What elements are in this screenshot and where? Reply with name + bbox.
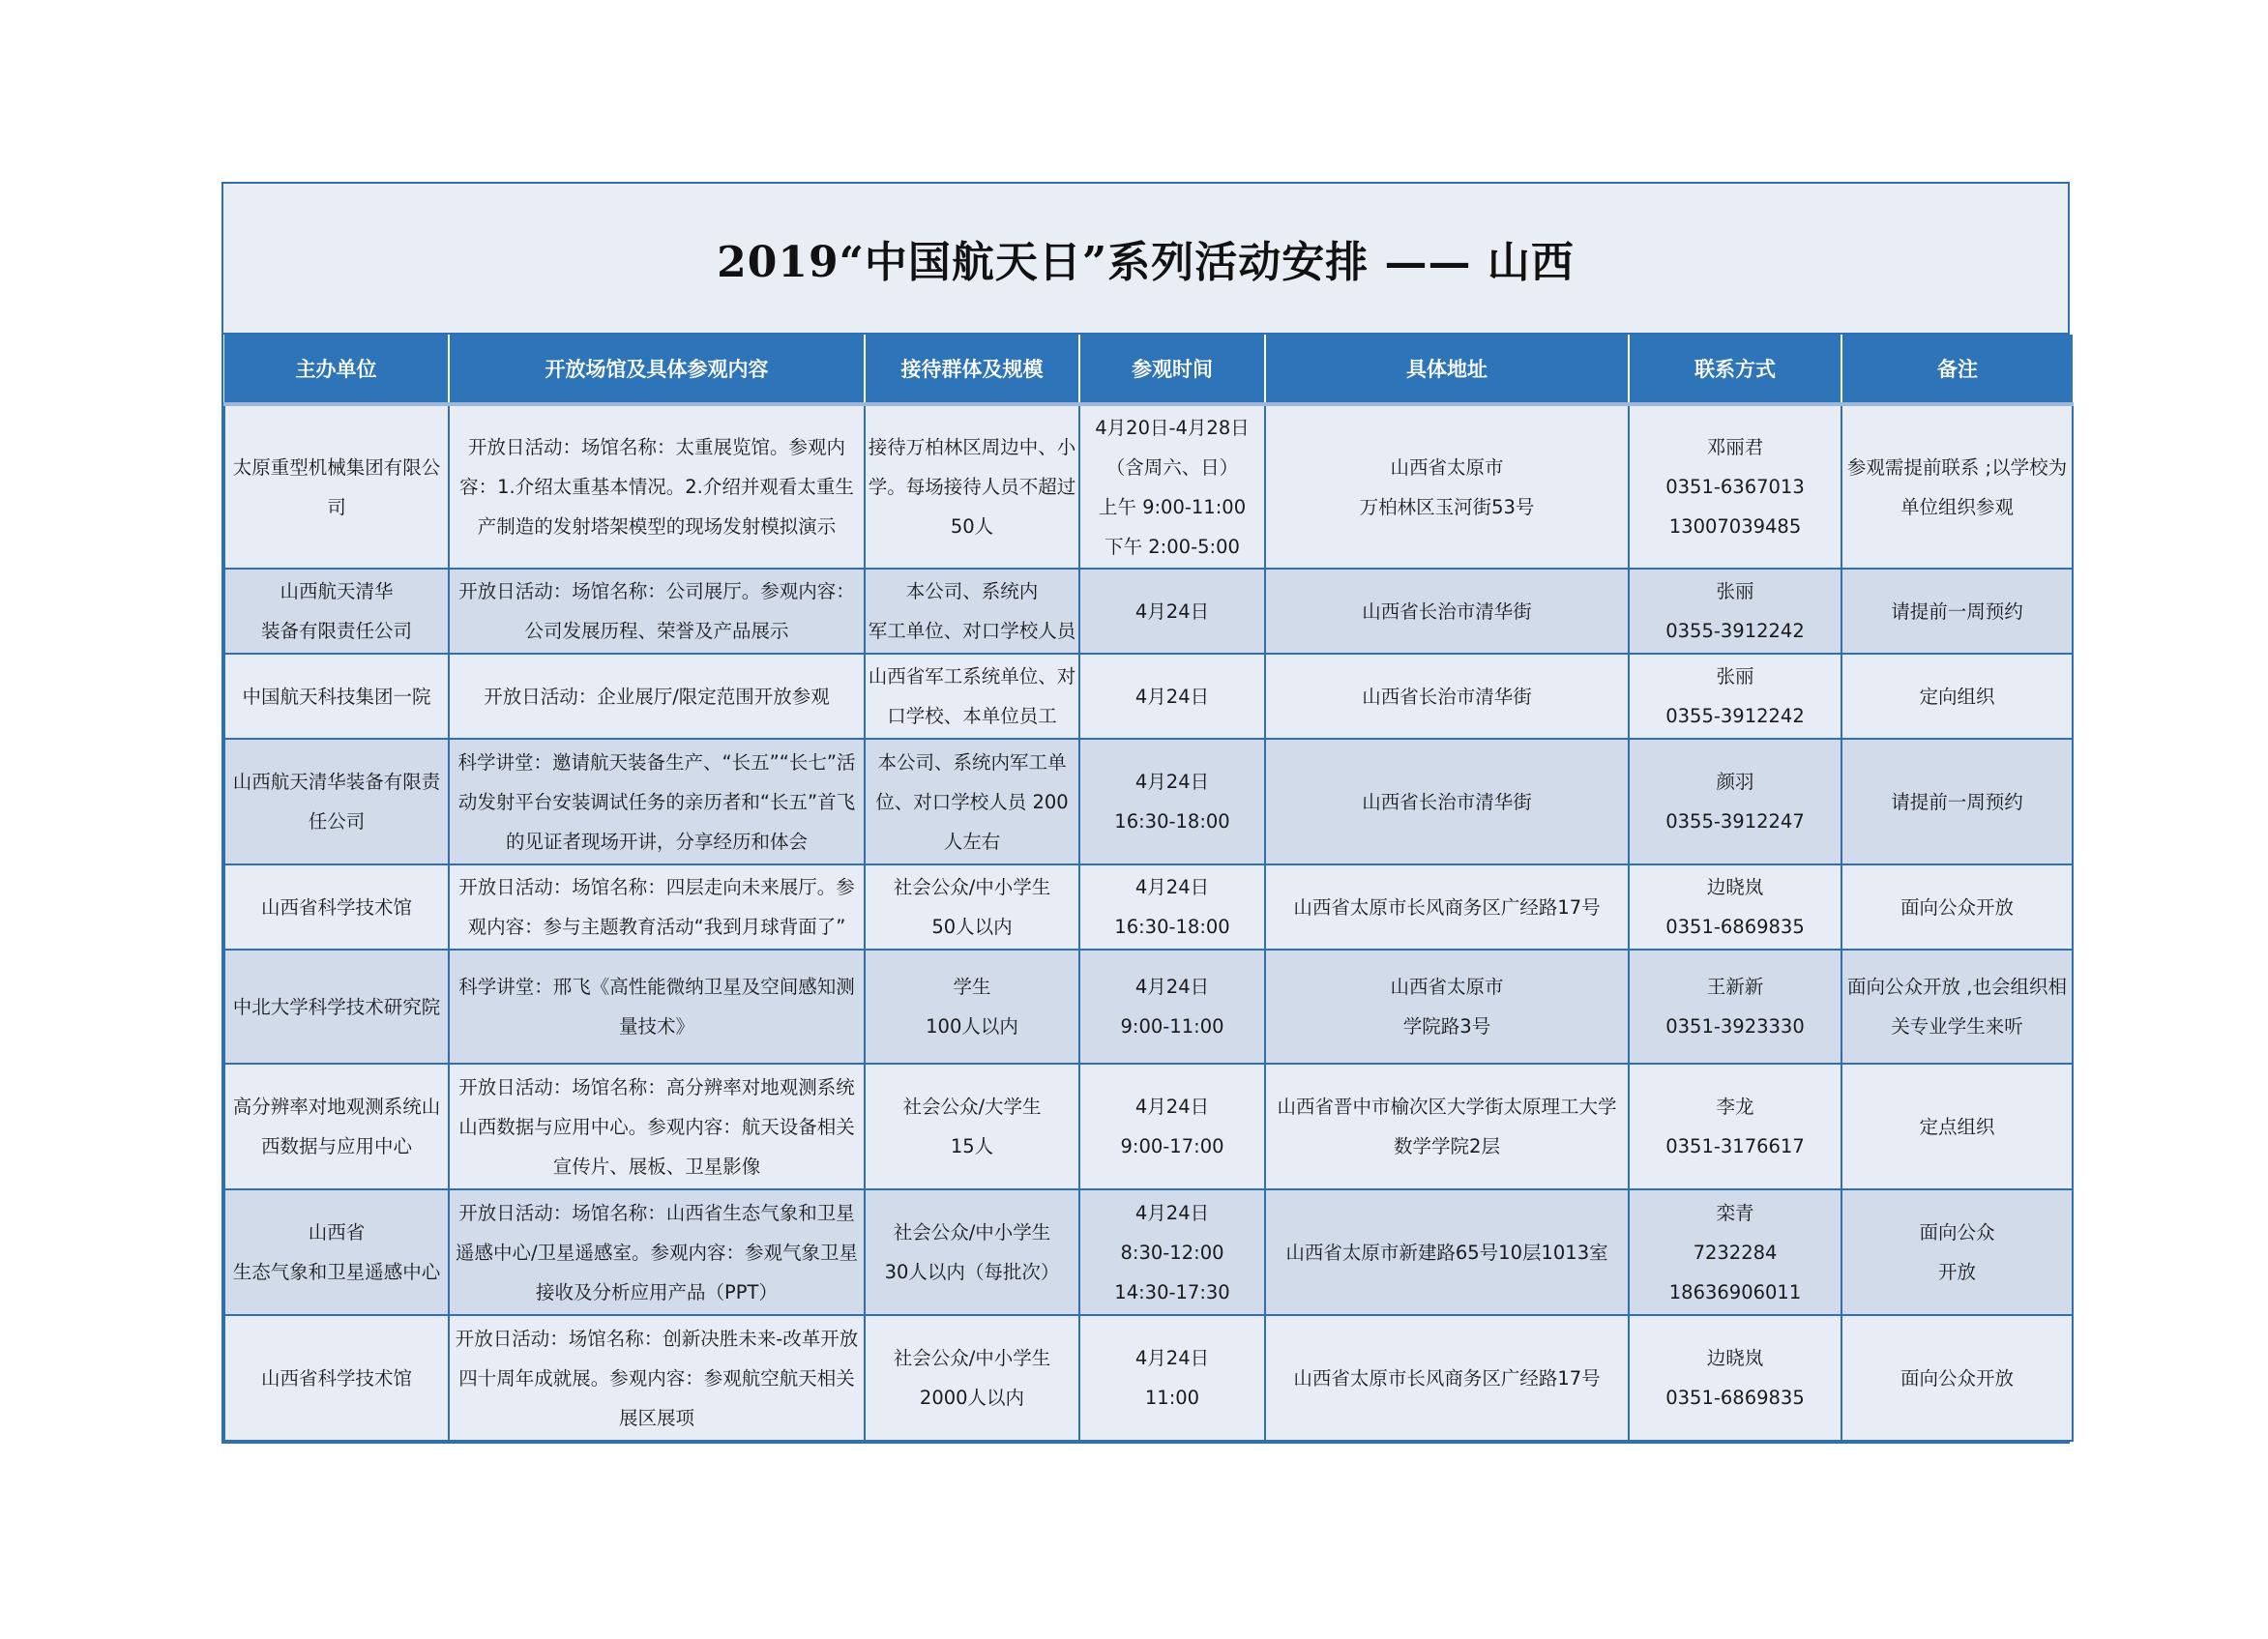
cell-text: 开放日活动：场馆名称：山西省生态气象和卫星遥感中心/卫星遥感室。参观内容：参观气象卫星接收及分析应用产品（PPT）	[455, 1201, 859, 1303]
cell-host	[224, 1189, 449, 1315]
header-contact: 联系方式	[1629, 335, 1841, 404]
cell-text: 4月24日	[1134, 771, 1210, 793]
table-row	[224, 739, 2073, 864]
cell-contact	[1629, 1189, 1841, 1315]
cell-text: 接待万柏林区周边中、小学。每场接待人员不超过50人	[868, 436, 1076, 538]
cell-time	[1079, 1315, 1265, 1441]
cell-text: 科学讲堂：邢飞《高性能微纳卫星及空间感知测量技术》	[458, 976, 855, 1038]
cell-text: 50人以内	[931, 916, 1013, 938]
table-row	[224, 1189, 2073, 1315]
cell-text: 颜羽	[1716, 771, 1754, 793]
cell-text: 社会公众/中小学生	[893, 1221, 1051, 1244]
table-row	[224, 864, 2073, 950]
cell-audience	[865, 950, 1079, 1064]
cell-time	[1079, 739, 1265, 864]
cell-content	[449, 404, 865, 569]
cell-time	[1079, 569, 1265, 654]
cell-text: 面向公众	[1919, 1221, 1995, 1244]
cell-text: 山西省太原市	[1390, 976, 1504, 998]
cell-audience	[865, 654, 1079, 739]
table-row	[224, 654, 2073, 739]
cell-text: 0355-3912247	[1665, 810, 1805, 833]
header-content: 开放场馆及具体参观内容	[449, 335, 865, 404]
header-row	[224, 335, 2073, 404]
cell-text: 100人以内	[926, 1015, 1018, 1038]
cell-text: 社会公众/中小学生	[893, 1347, 1051, 1369]
cell-text: 9:00-11:00	[1120, 1015, 1224, 1038]
cell-note	[1841, 654, 2073, 739]
cell-text: 开放日活动：场馆名称：太重展览馆。参观内容：1.介绍太重基本情况。2.介绍并观看太重生产制造的发射塔架模型的现场发射模拟演示	[459, 436, 854, 538]
cell-text: 王新新	[1706, 976, 1764, 998]
cell-text: 0351-3923330	[1665, 1015, 1805, 1038]
cell-contact	[1629, 404, 1841, 569]
cell-text: 14:30-17:30	[1114, 1280, 1230, 1303]
cell-text: 山西省科学技术馆	[260, 895, 412, 919]
cell-address	[1265, 1315, 1629, 1441]
cell-text: 下午 2:00-5:00	[1105, 535, 1240, 558]
cell-content	[449, 950, 865, 1064]
cell-text: （含周六、日）	[1105, 455, 1239, 479]
cell-text: 面向公众开放	[1900, 895, 2014, 919]
cell-text: 0351-6869835	[1665, 916, 1805, 938]
table-row	[224, 1064, 2073, 1189]
cell-text: 学生	[953, 976, 991, 998]
cell-time	[1079, 864, 1265, 950]
cell-note	[1841, 739, 2073, 864]
cell-text: 李龙	[1716, 1096, 1754, 1118]
cell-time	[1079, 1064, 1265, 1189]
header-time: 参观时间	[1079, 335, 1265, 404]
cell-contact	[1629, 739, 1841, 864]
cell-host	[224, 404, 449, 569]
cell-host	[224, 1315, 449, 1441]
cell-text: 定点组织	[1919, 1115, 1995, 1138]
cell-text: 4月20日-4月28日	[1095, 416, 1250, 439]
cell-host	[224, 950, 449, 1064]
cell-content	[449, 1064, 865, 1189]
cell-text: 15人	[950, 1135, 994, 1157]
cell-text: 0351-3176617	[1665, 1135, 1805, 1157]
cell-address	[1265, 654, 1629, 739]
cell-text: 学院路3号	[1402, 1015, 1491, 1038]
page-title: 2019“中国航天日”系列活动安排 —— 山西	[717, 238, 1575, 287]
title-row	[223, 184, 2068, 335]
cell-text: 请提前一周预约	[1891, 790, 2023, 813]
cell-text: 山西航天清华装备有限责任公司	[232, 771, 441, 833]
cell-host	[224, 569, 449, 654]
cell-note	[1841, 864, 2073, 950]
cell-text: 山西省	[308, 1221, 366, 1244]
table-row	[224, 1315, 2073, 1441]
cell-text: 0351-6367013	[1665, 476, 1805, 498]
cell-contact	[1629, 950, 1841, 1064]
cell-contact	[1629, 864, 1841, 950]
cell-text: 4月24日	[1134, 976, 1210, 998]
cell-host	[224, 864, 449, 950]
cell-text: 开放日活动：场馆名称：高分辨率对地观测系统山西数据与应用中心。参观内容：航天设备相关宣传片、展板、卫星影像	[458, 1075, 855, 1178]
cell-text: 11:00	[1144, 1387, 1200, 1409]
cell-address	[1265, 950, 1629, 1064]
cell-text: 栾青	[1716, 1201, 1754, 1224]
cell-audience	[865, 569, 1079, 654]
cell-note	[1841, 1315, 2073, 1441]
cell-address	[1265, 1064, 1629, 1189]
cell-text: 2000人以内	[919, 1387, 1025, 1409]
cell-time	[1079, 654, 1265, 739]
cell-text: 定向组织	[1919, 685, 1995, 708]
cell-text: 本公司、系统内军工单位、对口学校人员 200人左右	[875, 750, 1069, 853]
cell-content	[449, 1189, 865, 1315]
cell-text: 7232284	[1693, 1241, 1778, 1264]
cell-content	[449, 569, 865, 654]
schedule-sheet	[221, 182, 2070, 1444]
header-audience: 接待群体及规模	[865, 335, 1079, 404]
cell-audience	[865, 1189, 1079, 1315]
cell-text: 开放	[1937, 1261, 1976, 1283]
cell-time	[1079, 1189, 1265, 1315]
cell-text: 邓丽君	[1706, 436, 1764, 458]
cell-text: 山西省太原市新建路65号10层1013室	[1285, 1241, 1608, 1264]
cell-text: 太原重型机械集团有限公司	[232, 455, 441, 518]
table-row	[224, 950, 2073, 1064]
cell-text: 边晓岚	[1706, 1347, 1764, 1369]
cell-text: 生态气象和卫星遥感中心	[232, 1261, 441, 1283]
schedule-table	[223, 335, 2074, 1442]
cell-audience	[865, 404, 1079, 569]
cell-text: 0355-3912242	[1665, 620, 1805, 642]
cell-text: 山西省长治市清华街	[1362, 790, 1532, 813]
cell-text: 9:00-17:00	[1120, 1135, 1224, 1157]
cell-text: 4月24日	[1134, 1201, 1210, 1224]
cell-text: 4月24日	[1134, 600, 1210, 623]
cell-contact	[1629, 654, 1841, 739]
cell-address	[1265, 569, 1629, 654]
cell-text: 8:30-12:00	[1120, 1241, 1224, 1264]
cell-text: 4月24日	[1134, 1096, 1210, 1118]
cell-text: 16:30-18:00	[1114, 810, 1230, 833]
cell-note	[1841, 1064, 2073, 1189]
cell-note	[1841, 404, 2073, 569]
cell-text: 4月24日	[1134, 685, 1210, 708]
cell-text: 张丽	[1716, 580, 1754, 602]
header-address: 具体地址	[1265, 335, 1629, 404]
cell-audience	[865, 1064, 1079, 1189]
cell-text: 军工单位、对口学校人员	[868, 620, 1076, 642]
cell-text: 高分辨率对地观测系统山西数据与应用中心	[232, 1096, 441, 1157]
cell-text: 万柏林区玉河街53号	[1359, 495, 1535, 518]
cell-text: 18636906011	[1668, 1280, 1802, 1303]
cell-note	[1841, 1189, 2073, 1315]
cell-text: 面向公众开放	[1900, 1366, 2014, 1390]
cell-text: 开放日活动：场馆名称：四层走向未来展厅。参观内容：参与主题教育活动“我到月球背面了”	[458, 876, 855, 938]
cell-content	[449, 864, 865, 950]
cell-text: 13007039485	[1668, 515, 1802, 538]
cell-time	[1079, 950, 1265, 1064]
cell-contact	[1629, 569, 1841, 654]
cell-address	[1265, 1189, 1629, 1315]
cell-address	[1265, 739, 1629, 864]
cell-text: 中国航天科技集团一院	[242, 685, 431, 708]
cell-text: 山西省科学技术馆	[260, 1366, 412, 1390]
cell-text: 4月24日	[1134, 876, 1210, 898]
cell-text: 0355-3912242	[1665, 705, 1805, 727]
cell-text: 山西省军工系统单位、对口学校、本单位员工	[868, 665, 1076, 727]
cell-time	[1079, 404, 1265, 569]
cell-text: 科学讲堂：邀请航天装备生产、“长五”“长七”活动发射平台安装调试任务的亲历者和“长五”首飞的见证者现场开讲，分享经历和体会	[457, 750, 856, 853]
cell-host	[224, 654, 449, 739]
cell-contact	[1629, 1315, 1841, 1441]
cell-text: 社会公众/中小学生	[893, 876, 1051, 898]
cell-text: 开放日活动：企业展厅/限定范围开放参观	[484, 685, 830, 708]
cell-text: 中北大学科学技术研究院	[232, 995, 441, 1018]
cell-contact	[1629, 1064, 1841, 1189]
cell-text: 山西省太原市长风商务区广经路17号	[1293, 895, 1601, 919]
table-row	[224, 404, 2073, 569]
cell-text: 社会公众/大学生	[902, 1096, 1042, 1118]
cell-text: 山西省太原市	[1390, 455, 1504, 479]
header-note: 备注	[1841, 335, 2073, 404]
cell-host	[224, 739, 449, 864]
cell-audience	[865, 739, 1079, 864]
cell-audience	[865, 864, 1079, 950]
cell-content	[449, 739, 865, 864]
cell-text: 山西省长治市清华街	[1362, 600, 1532, 623]
cell-audience	[865, 1315, 1079, 1441]
cell-note	[1841, 950, 2073, 1064]
cell-text: 请提前一周预约	[1891, 600, 2023, 623]
cell-text: 面向公众开放 ,也会组织相关专业学生来听	[1847, 976, 2067, 1038]
cell-address	[1265, 404, 1629, 569]
cell-text: 山西省太原市长风商务区广经路17号	[1293, 1366, 1601, 1390]
cell-text: 参观需提前联系 ;以学校为单位组织参观	[1846, 455, 2068, 518]
cell-text: 山西省晋中市榆次区大学街太原理工大学数学学院2层	[1277, 1096, 1617, 1157]
cell-content	[449, 1315, 865, 1441]
cell-note	[1841, 569, 2073, 654]
cell-text: 30人以内（每批次）	[884, 1261, 1060, 1283]
cell-text: 山西航天清华	[280, 580, 394, 602]
cell-text: 4月24日	[1134, 1347, 1210, 1369]
cell-text: 开放日活动：场馆名称：创新决胜未来-改革开放四十周年成就展。参观内容：参观航空航天相关展区展项	[455, 1327, 859, 1429]
cell-text: 张丽	[1716, 665, 1754, 688]
cell-text: 山西省长治市清华街	[1362, 685, 1532, 708]
cell-text: 0351-6869835	[1665, 1387, 1805, 1409]
cell-address	[1265, 864, 1629, 950]
cell-text: 上午 9:00-11:00	[1098, 495, 1247, 518]
cell-text: 装备有限责任公司	[260, 620, 412, 642]
header-host: 主办单位	[224, 335, 449, 404]
cell-host	[224, 1064, 449, 1189]
cell-text: 开放日活动：场馆名称：公司展厅。参观内容：公司发展历程、荣誉及产品展示	[458, 580, 855, 642]
cell-text: 16:30-18:00	[1114, 916, 1230, 938]
cell-text: 边晓岚	[1706, 876, 1764, 898]
cell-content	[449, 654, 865, 739]
cell-text: 本公司、系统内	[905, 580, 1039, 602]
table-row	[224, 569, 2073, 654]
